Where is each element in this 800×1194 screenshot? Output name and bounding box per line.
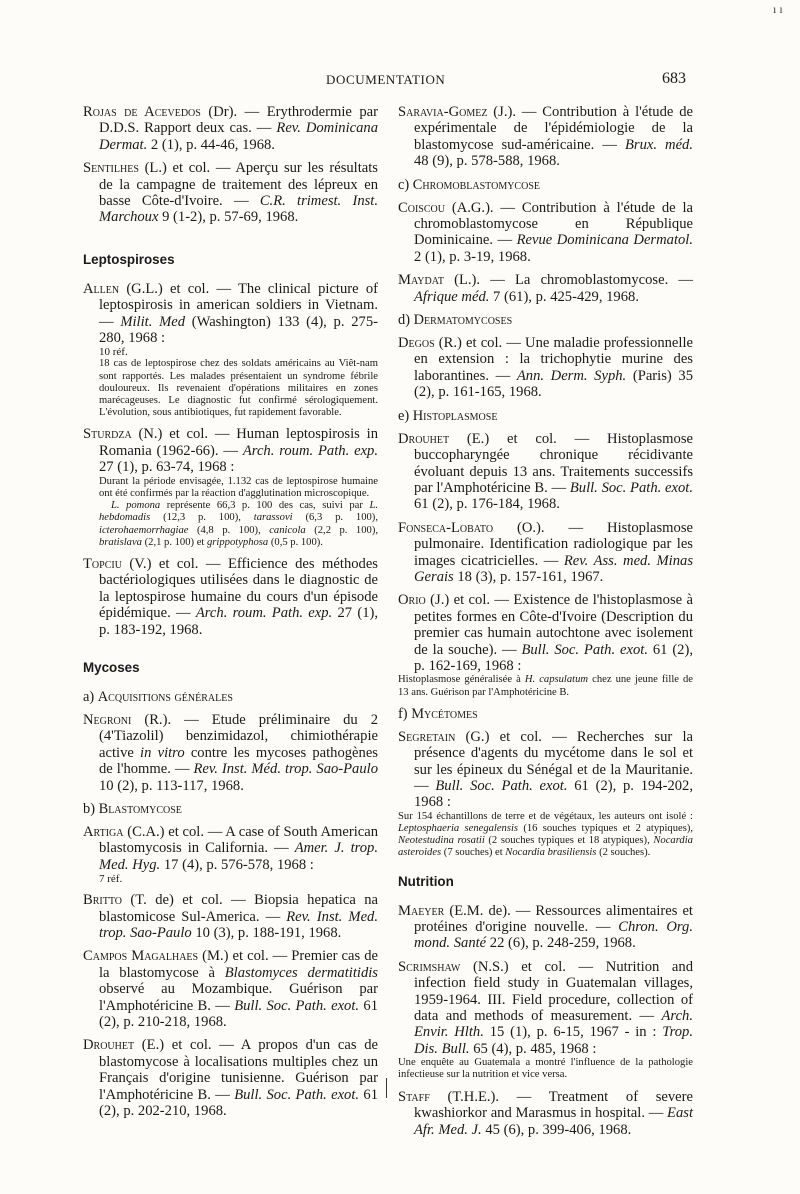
abstract: L. pomona représente 66,3 p. 100 des cas, suivi par L. hebdomadis (12,3 p. 100), tarassovi (6,3 p. 100), icterohaemorrhagiae (4,8 p. 100), canicola (2,2 p. 100), bratislava (2,1 p. 100) et grippotyphosa (0,5 p. 100).: [99, 500, 378, 548]
margin-rule: [386, 1078, 387, 1098]
author: Drouhet: [398, 430, 450, 447]
journal: Rev. Dominicana Dermat.: [99, 120, 378, 153]
journal: Revue Dominicana Dermatol.: [516, 232, 693, 249]
left-column: [83, 104, 378, 1126]
journal: Brux. méd.: [624, 136, 693, 153]
subsection-heading: a) Acquisitions générales: [83, 688, 233, 705]
reference-entry: Staff (T.H.E.). — Treatment of severe kwashiorkor and Marasmus in hospital. — East Afr. Med. J. 45 (6), p. 399-406, 1968.: [398, 1088, 693, 1138]
journal: East Afr. Med. J.: [414, 1105, 693, 1138]
reference-entry: Segretain (G.) et col. — Recherches sur la présence d'agents du mycétome dans le sol et sur les épineux du Sénégal et de la Mauritanie. — Bull. Soc. Path. exot. 61 (2), p. 194-202, 1968 : Sur 154 échantillons de terre et de végétaux, les auteurs ont isolé : Leptosphaeria senegalensis (16 souches typiques et 2 atypiques), Neotestudina rosatii (2 souches typiques et 18 atypiques), Nocardia asteroides (7 souches) et Nocardia brasiliensis (2 souches).: [398, 728, 694, 859]
reference-entry: Orio (J.) et col. — Existence de l'histoplasmose à petites formes en Côte-d'Ivoire (Description du premier cas humain autochtone avec isolement de la souche). — Bull. Soc. Path. exot. 61 (2), p. 162-169, 1968 : Histoplasmose généralisée à H. capsulatum chez une jeune fille de 13 ans. Guérison par l'Amphotéricine B.: [398, 592, 694, 698]
subsection-heading: d) Dermatomycoses: [398, 312, 513, 329]
reference-entry: Negroni (R.). — Etude préliminaire du 2 (4'Tiazolil) benzimidazol, chimiothérapie active in vitro contre les mycoses pathogènes de l'homme. — Rev. Inst. Méd. trop. Sao-Paulo 10 (2), p. 113-117, 1968.: [83, 711, 379, 794]
author: Fonseca-Lobato: [398, 519, 494, 536]
journal: Arch. Envir. Hlth.: [414, 1008, 693, 1041]
journal: Afrique méd.: [414, 288, 490, 305]
author: Drouhet: [83, 1037, 135, 1054]
running-title: DOCUMENTATION: [326, 72, 446, 87]
journal: Rev. Ass. med. Minas Gerais: [414, 552, 693, 585]
subsection-heading: e) Histoplasmose: [398, 407, 498, 424]
journal: C.R. trimest. Inst. Marchoux: [99, 193, 378, 226]
author: Maeyer: [398, 902, 445, 919]
author: Maydat: [398, 272, 444, 289]
reference-entry: Rojas de Acevedos (Dr). — Erythrodermie par D.D.S. Rapport deux cas. — Rev. Dominicana Dermat. 2 (1), p. 44-46, 1968.: [83, 104, 378, 153]
author: Sturdza: [83, 426, 132, 443]
journal: Arch. roum. Path. exp.: [195, 605, 333, 622]
abstract: Durant la période envisagée, 1.132 cas de leptospirose humaine ont été confirmés par la réaction d'agglutination microscopique.: [99, 475, 378, 499]
reference-entry: Maydat (L.). — La chromoblastomycose. — Afrique méd. 7 (61), p. 425-429, 1968.: [398, 272, 693, 305]
reference-entry: Drouhet (E.) et col. — Histoplasmose buccopharyngée chronique récidivante évoluant depuis 13 ans. Traitements successifs par l'Amphotéricine B. — Bull. Soc. Path. exot. 61 (2), p. 176-184, 1968.: [398, 430, 693, 513]
author: Sentilhes: [83, 160, 139, 177]
author: Rojas de Acevedos: [83, 104, 201, 120]
subsection-heading: f) Mycétomes: [398, 705, 478, 722]
section-heading-mycoses: Mycoses: [83, 659, 140, 675]
page-number: 683: [662, 70, 686, 87]
page-header: [0, 70, 800, 92]
author: Topciu: [83, 555, 122, 572]
abstract: 18 cas de leptospirose chez des soldats américains au Viêt-nam sont rapportés. Les malades présentaient un syndrome fébrile douloureux. Ils revenaient d'opérations militaires en zones marécageuses. Le diagnostic fut confirmé sérologiquement. L'évolution, sous antibiotiques, fut rapidement favorable.: [99, 358, 378, 419]
author: Degos: [398, 335, 435, 352]
journal: Bull. Soc. Path. exot.: [435, 778, 568, 794]
reference-entry: Britto (T. de) et col. — Biopsia hepatica na blastomicose Sul-America. — Rev. Inst. Med. trop. Sao-Paulo 10 (3), p. 188-191, 1968.: [83, 892, 378, 942]
author: Campos Magalhaes: [83, 948, 199, 965]
reference-entry: Drouhet (E.) et col. — A propos d'un cas de blastomycose à localisations multiples chez un Français d'origine tunisienne. Guérison par l'Amphotéricine B. — Bull. Soc. Path. exot. 61 (2), p. 202-210, 1968.: [83, 1037, 378, 1120]
reference-entry: Degos (R.) et col. — Une maladie professionnelle en extension : la trichophytie murine des laborantines. — Ann. Derm. Syph. (Paris) 35 (2), p. 161-165, 1968.: [398, 335, 693, 401]
journal: Bull. Soc. Path. exot.: [234, 1086, 360, 1103]
journal: Rev. Inst. Med. trop. Sao-Paulo: [99, 908, 378, 942]
reference-entry: Allen (G.L.) et col. — The clinical picture of leptospirosis in american soldiers in Vietnam. — Milit. Med (Washington) 133 (4), p. 275-280, 1968 : 10 réf. 18 cas de leptospirose chez des soldats américains au Viêt-nam sont rapportés. Les malades présentaient un syndrome fébrile douloureux. Ils revenaient d'opérations militaires en zones marécageuses. Le diagnostic fut confirmé sérologiquement. L'évolution, sous antibiotiques, fut rapidement favorable.: [83, 280, 378, 419]
subsection-heading: c) Chromoblastomycose: [398, 176, 540, 193]
corner-mark: ı ı: [773, 2, 783, 16]
author: Allen: [83, 280, 120, 297]
abstract: Histoplasmose généralisée à H. capsulatum chez une jeune fille de 13 ans. Guérison par l'Amphotéricine B.: [398, 674, 694, 698]
journal: Rev. Inst. Méd. trop. Sao-Paulo: [193, 761, 379, 778]
author: Segretain: [398, 728, 456, 745]
section-heading-leptospiroses: Leptospiroses: [83, 251, 175, 267]
right-column: [398, 104, 693, 1145]
journal: Amer. J. trop. Med. Hyg.: [99, 840, 378, 873]
journal: Arch. roum. Path. exp.: [242, 442, 378, 459]
reference-entry: Fonseca-Lobato (O.). — Histoplasmose pulmonaire. Identification radiologique par les images cicatricielles. — Rev. Ass. med. Minas Gerais 18 (3), p. 157-161, 1967.: [398, 519, 693, 585]
journal: Chron. Org. mond. Santé: [414, 919, 693, 952]
section-heading-nutrition: Nutrition: [398, 873, 454, 889]
abstract: Une enquête au Guatemala a montré l'influence de la pathologie infectieuse sur la nutrition et vice versa.: [398, 1057, 693, 1081]
author: Staff: [398, 1088, 430, 1105]
reference-entry: Artiga (C.A.) et col. — A case of South American blastomycosis in California. — Amer. J. trop. Med. Hyg. 17 (4), p. 576-578, 1968 : 7 réf.: [83, 823, 378, 886]
reference-entry: Sturdza (N.) et col. — Human leptospirosis in Romania (1962-66). — Arch. roum. Path. exp. 27 (1), p. 63-74, 1968 : Durant la période envisagée, 1.132 cas de leptospirose humaine ont été confirmés par la réaction d'agglutination microscopique. L. pomona représente 66,3 p. 100 des cas, suivi par L. hebdomadis (12,3 p. 100), tarassovi (6,3 p. 100), icterohaemorrhagiae (4,8 p. 100), canicola (2,2 p. 100), bratislava (2,1 p. 100) et grippotyphosa (0,5 p. 100).: [83, 426, 378, 548]
subsection-heading: b) Blastomycose: [83, 800, 182, 817]
reference-entry: Maeyer (E.M. de). — Ressources alimentaires et protéines d'origine nouvelle. — Chron. Org. mond. Santé 22 (6), p. 248-259, 1968.: [398, 902, 693, 952]
reference-note: 7 réf.: [99, 873, 123, 886]
author: Artiga: [83, 823, 124, 840]
author: Britto: [83, 892, 122, 909]
reference-entry: Topciu (V.) et col. — Efficience des méthodes bactériologiques utilisées dans le diagnostic de la leptospirose humaine du cours d'un épisode épidémique. — Arch. roum. Path. exp. 27 (1), p. 183-192, 1968.: [83, 555, 379, 638]
journal: Milit. Med: [120, 313, 186, 330]
journal: Ann. Derm. Syph.: [516, 367, 627, 384]
reference-entry: Sentilhes (L.) et col. — Aperçu sur les résultats de la campagne de traitement des lépreux en basse Côte-d'Ivoire. — C.R. trimest. Inst. Marchoux 9 (1-2), p. 57-69, 1968.: [83, 160, 378, 226]
author: Scrimshaw: [398, 958, 461, 975]
journal: Trop. Dis. Bull.: [414, 1024, 693, 1057]
reference-entry: Scrimshaw (N.S.) et col. — Nutrition and infection field study in Guatemalan villages, 1959-1964. III. Field procedure, collection of data and methods of measurement. — Arch. Envir. Hlth. 15 (1), p. 6-15, 1967 - in : Trop. Dis. Bull. 65 (4), p. 485, 1968 : Une enquête au Guatemala a montré l'influence de la pathologie infectieuse sur la nutrition et vice versa.: [398, 958, 693, 1081]
journal: Bull. Soc. Path. exot.: [234, 997, 360, 1014]
journal: Bull. Soc. Path. exot.: [521, 641, 648, 658]
journal: Bull. Soc. Path. exot.: [569, 479, 693, 496]
author: Coiscou: [398, 199, 445, 216]
author: Orio: [398, 592, 426, 609]
abstract: Sur 154 échantillons de terre et de végétaux, les auteurs ont isolé : Leptosphaeria senegalensis (16 souches typiques et 2 atypiques), Neotestudina rosatii (2 souches typiques et 18 atypiques), Nocardia asteroides (7 souches) et Nocardia brasiliensis (2 souches).: [398, 810, 694, 859]
reference-note: 10 réf.: [99, 346, 128, 359]
reference-entry: Campos Magalhaes (M.) et col. — Premier cas de la blastomycose à Blastomyces dermatitidis observé au Mozambique. Guérison par l'Amphotéricine B. — Bull. Soc. Path. exot. 61 (2), p. 210-218, 1968.: [83, 948, 378, 1031]
author: Saravia-Gomez: [398, 104, 488, 120]
reference-entry: Coiscou (A.G.). — Contribution à l'étude de la chromoblastomycose en République Dominicaine. — Revue Dominicana Dermatol. 2 (1), p. 3-19, 1968.: [398, 199, 693, 265]
reference-entry: Saravia-Gomez (J.). — Contribution à l'étude de expérimentale de l'épidémiologie de la blastomycose sud-américaine. — Brux. méd. 48 (9), p. 578-588, 1968.: [398, 104, 693, 170]
author: Negroni: [83, 711, 132, 728]
